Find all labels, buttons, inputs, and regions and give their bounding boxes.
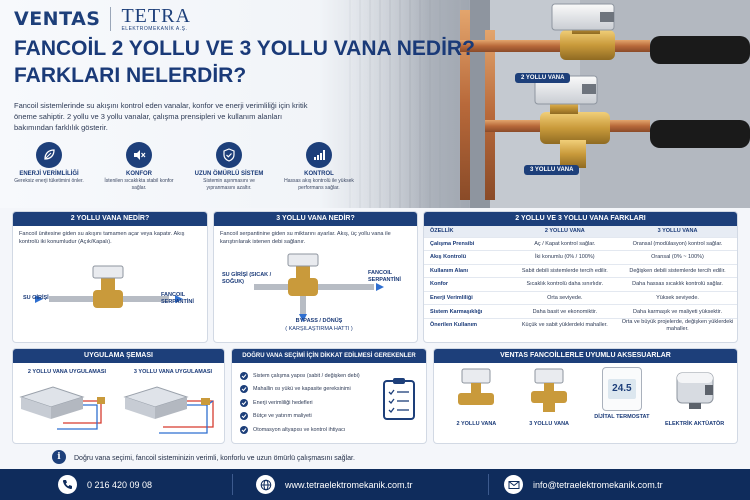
hero-label-3-way: 3 YOLLU VANA bbox=[524, 165, 579, 175]
feature-list bbox=[14, 142, 354, 192]
thermostat-icon bbox=[602, 367, 642, 411]
table-cell: Daha karmaşık ve maliyeti yüksektir. bbox=[618, 305, 737, 319]
page-title-line1: FANCOİL 2 YOLLU VE 3 YOLLU VANA NEDİR? bbox=[14, 37, 475, 60]
two-way-valve-icon bbox=[456, 367, 496, 413]
list-item-text: Otomasyon altyapısı ve kontrol ihtiyacı bbox=[253, 426, 346, 433]
table-row bbox=[424, 251, 737, 265]
bottom-note: Doğru vana seçimi, fancoil sisteminizin verimli, konforlu ve uzun ömürlü çalışmasını sağlar. bbox=[74, 454, 355, 462]
table-cell: Oransal (modülasyon) kontrol sağlar. bbox=[618, 237, 737, 251]
feature-desc: Hassas akış kontrolü ile yüksek performans sağlar. bbox=[284, 178, 354, 191]
table-row bbox=[424, 319, 737, 333]
selection-panel bbox=[231, 348, 427, 444]
three-way-inlet-label: SU GİRİŞİ (SICAK / SOĞUK) bbox=[222, 272, 272, 285]
accessories-panel bbox=[433, 348, 738, 444]
table-cell: İki konumlu (0% / 100%) bbox=[512, 251, 618, 265]
table-row bbox=[424, 278, 737, 292]
table-cell: Çalışma Prensibi bbox=[424, 237, 512, 251]
accessory-label: 2 YOLLU VANA bbox=[456, 421, 497, 427]
three-way-heading: 3 YOLLU VANA NEDİR? bbox=[214, 212, 417, 226]
fancoil-valve-photo bbox=[320, 0, 750, 208]
footer-website[interactable] bbox=[256, 475, 413, 494]
table-cell: Aç / Kapat kontrol sağlar. bbox=[512, 237, 618, 251]
column-header: 3 YOLLU VANA bbox=[618, 226, 737, 237]
hero-label-2-way: 2 YOLLU VANA bbox=[515, 73, 570, 83]
comparison-heading: 2 YOLLU VE 3 YOLLU VANA FARKLARI bbox=[424, 212, 737, 226]
bypass-label: BYPASS / DÖNÜŞ bbox=[295, 318, 343, 324]
email-address: info@tetraelektromekanik.com.tr bbox=[533, 479, 663, 490]
check-icon bbox=[240, 426, 248, 434]
check-icon bbox=[240, 399, 248, 407]
bypass-sub-label: ( KARŞILAŞTIRMA HATTI ) bbox=[285, 326, 353, 332]
check-icon bbox=[240, 385, 248, 393]
brand-logos bbox=[14, 6, 191, 32]
table-cell: Sıcaklık kontrolü daha sınırlıdır. bbox=[512, 278, 618, 292]
three-way-panel bbox=[213, 211, 418, 343]
check-icon bbox=[240, 412, 248, 420]
schema-2-way-title: 2 YOLLU VANA UYGULAMASI bbox=[27, 369, 107, 375]
table-cell: Sistem Karmaşıklığı bbox=[424, 305, 512, 319]
accessory-label: 3 YOLLU VANA bbox=[529, 421, 570, 427]
table-cell: Oransal (0% ~ 100%) bbox=[618, 251, 737, 265]
table-row bbox=[424, 291, 737, 305]
schema-3-way-title: 3 YOLLU VANA UYGULAMASI bbox=[133, 369, 213, 375]
website-url: www.tetraelektromekanik.com.tr bbox=[285, 479, 413, 490]
footer-divider bbox=[232, 474, 233, 495]
table-cell: Daha hassas sıcaklık kontrolü sağlar. bbox=[618, 278, 737, 292]
table-cell: Enerji Verimliliği bbox=[424, 291, 512, 305]
feature-comfort bbox=[104, 142, 174, 192]
thermostat-display: 24.5 bbox=[608, 379, 636, 399]
mute-icon bbox=[126, 142, 152, 168]
check-icon bbox=[240, 372, 248, 380]
column-header: 2 YOLLU VANA bbox=[512, 226, 618, 237]
accessories-heading: VENTAS FANCOİLLERLE UYUMLU AKSESUARLAR bbox=[434, 349, 737, 363]
two-way-inlet-label: SU GİRİŞİ bbox=[23, 295, 49, 301]
feature-desc: İstenilen sıcaklıkta stabil konfor sağlar. bbox=[104, 178, 174, 191]
table-row bbox=[424, 264, 737, 278]
accessory-list bbox=[434, 363, 737, 432]
table-cell: Orta ve büyük projelerde, değişken yüklerdeki mahaller. bbox=[618, 319, 737, 333]
ventas-logo: VENTAS bbox=[14, 8, 101, 30]
schema-heading: UYGULAMA ŞEMASI bbox=[13, 349, 224, 363]
two-way-heading: 2 YOLLU VANA NEDİR? bbox=[13, 212, 207, 226]
table-header-row bbox=[424, 226, 737, 237]
feature-title: KONFOR bbox=[126, 171, 152, 177]
accessory-3-way-valve bbox=[514, 367, 584, 428]
feature-title: KONTROL bbox=[304, 171, 334, 177]
column-header: ÖZELLİK bbox=[424, 226, 512, 237]
leaf-icon bbox=[36, 142, 62, 168]
three-way-valve-icon bbox=[529, 367, 569, 413]
phone-number: 0 216 420 09 08 bbox=[87, 479, 153, 490]
table-row bbox=[424, 305, 737, 319]
tetra-logo bbox=[121, 6, 190, 32]
footer-divider bbox=[488, 474, 489, 495]
intro-paragraph: Fancoil sistemlerinde su akışını kontrol eden vanalar, konfor ve enerji verimliliği için kritik öneme sahiptir. 2 yollu ve 3 yollu vanalar, çalışma prensipleri ve kullanım alanları bakımından farklılık gösterir. bbox=[14, 101, 308, 132]
page-title-line2: FARKLARI NELERDİR? bbox=[14, 64, 247, 87]
schema-2-way-diagram bbox=[21, 387, 105, 429]
comparison-panel bbox=[423, 211, 738, 343]
schema-diagrams bbox=[13, 377, 225, 443]
actuator-icon bbox=[673, 367, 717, 413]
feature-title: UZUN ÖMÜRLÜ SİSTEM bbox=[194, 171, 264, 177]
tetra-logo-sub: ELEKTROMEKANİK A.Ş. bbox=[121, 26, 188, 32]
footer-bar bbox=[0, 469, 750, 500]
feature-long-life bbox=[194, 142, 264, 192]
accessory-actuator bbox=[660, 367, 730, 428]
accessory-thermostat bbox=[587, 367, 657, 428]
three-way-outlet-label: FANCOIL SERPANTİNİ bbox=[368, 270, 401, 283]
list-item-text: Enerji verimliliği hedefleri bbox=[253, 399, 313, 406]
table-row bbox=[424, 237, 737, 251]
schema-panel bbox=[12, 348, 225, 444]
table-cell: Akış Kontrolü bbox=[424, 251, 512, 265]
phone-icon bbox=[58, 475, 77, 494]
table-cell: Önerilen Kullanım bbox=[424, 319, 512, 333]
bar-chart-icon bbox=[306, 142, 332, 168]
table-cell: Kullanım Alanı bbox=[424, 264, 512, 278]
table-cell: Yüksek seviyede. bbox=[618, 291, 737, 305]
list-item-text: Sistem çalışma yapısı (sabit / değişken debi) bbox=[253, 372, 360, 379]
footer-email[interactable] bbox=[504, 475, 663, 494]
hero-section bbox=[0, 0, 750, 208]
feature-title: ENERJİ VERİMLİLİĞİ bbox=[19, 171, 79, 177]
mail-icon bbox=[504, 475, 523, 494]
table-cell: Orta seviyede. bbox=[512, 291, 618, 305]
selection-heading: DOĞRU VANA SEÇİMİ İÇİN DİKKAT EDİLMESİ GEREKENLER bbox=[232, 349, 426, 363]
globe-icon bbox=[256, 475, 275, 494]
list-item-text: Mahallin ısı yükü ve kapasite gereksinimi bbox=[253, 386, 351, 393]
feature-energy bbox=[14, 142, 84, 192]
two-way-panel bbox=[12, 211, 208, 343]
accessory-2-way-valve bbox=[441, 367, 511, 428]
table-cell: Daha basit ve ekonomiktir. bbox=[512, 305, 618, 319]
list-item bbox=[240, 423, 418, 437]
logo-divider bbox=[110, 7, 111, 31]
comparison-table bbox=[424, 226, 737, 332]
feature-control bbox=[284, 142, 354, 192]
two-way-outlet-label: FANCOIL SERPANTİNİ bbox=[161, 292, 194, 305]
list-item-text: Bütçe ve yatırım maliyeti bbox=[253, 413, 312, 420]
shield-check-icon bbox=[216, 142, 242, 168]
accessory-label: ELEKTRİK AKTÜATÖR bbox=[664, 421, 725, 427]
clipboard-icon bbox=[382, 377, 416, 421]
three-way-description: Fancoil serpantinine giden su miktarını ayarlar. Akış, üç yollu vana ile karıştırılarak istenen debi sağlanır. bbox=[220, 231, 391, 245]
feature-desc: Gereksiz enerji tüketimini önler. bbox=[14, 178, 84, 184]
feature-desc: Sistemin aşınmasını ve yıpranmasını azaltır. bbox=[203, 178, 255, 191]
table-cell: Sabit debili sistemlerde tercih edilir. bbox=[512, 264, 618, 278]
table-cell: Konfor bbox=[424, 278, 512, 292]
info-icon: i bbox=[52, 450, 66, 464]
table-cell: Değişken debili sistemlerde tercih edilir. bbox=[618, 264, 737, 278]
two-way-description: Fancoil ünitesine giden su akışını tamamen açar veya kapatır. Akış kontrolü iki konumludur (Açık/Kapalı). bbox=[19, 231, 185, 245]
schema-3-way-diagram bbox=[125, 387, 213, 433]
table-cell: Küçük ve sabit yüklerdeki mahaller. bbox=[512, 319, 618, 333]
footer-phone[interactable] bbox=[58, 475, 152, 494]
accessory-label: DİJİTAL TERMOSTAT bbox=[594, 414, 650, 420]
tetra-logo-text: TETRA bbox=[121, 5, 191, 27]
